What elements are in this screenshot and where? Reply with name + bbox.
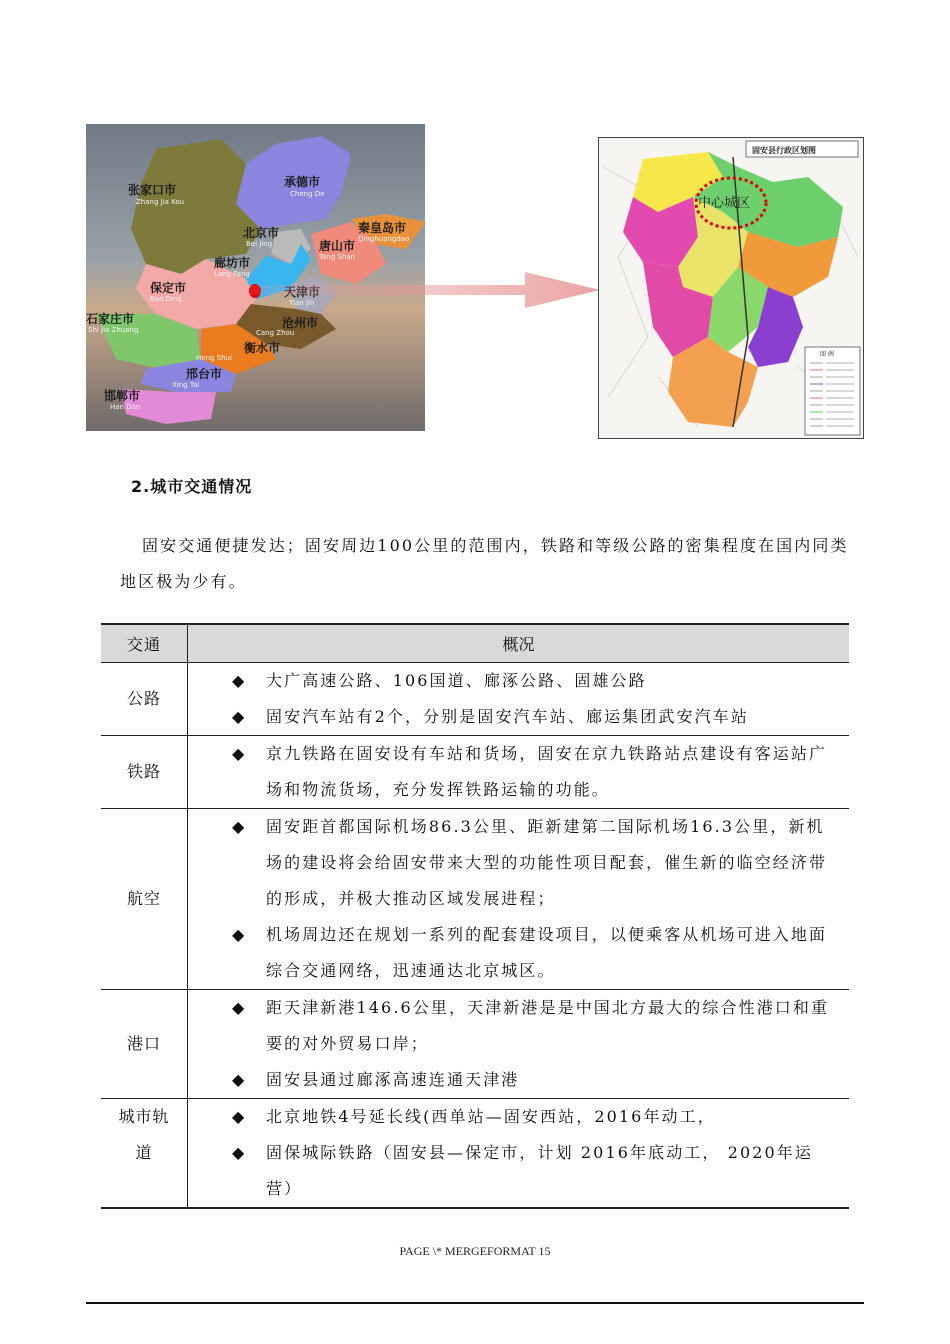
connector-arrow [250,270,610,310]
bullet-diamond-icon: ◆ [232,707,245,726]
row-content [188,663,850,736]
city-pinyin-langfang: Lang Fang [214,270,250,278]
header-overview: 概况 [188,624,850,663]
list-item [188,663,837,699]
city-label-beijing: 北京市 [243,226,280,240]
table-row [101,663,849,736]
table-row [101,809,849,990]
section-heading: 2.城市交通情况 [131,477,253,496]
city-label-hengshui: 衡水市 [244,341,281,355]
item-text: 固安距首都国际机场86.3公里、距新建第二国际机场16.3公里，新机场的建设将会给固安带来大型的功能性项目配套，催生新的临空经济带的形成，并极大推动区域发展进程； [266,817,828,908]
table-row [101,1099,849,1209]
city-label-qinhuangdao: 秦皇岛市 [358,221,407,235]
row-category-urban-rail: 城市轨道 [101,1099,188,1209]
bullet-diamond-icon: ◆ [232,671,245,690]
table-row [101,990,849,1099]
city-pinyin-tianjin: Tian Jin [289,299,315,307]
bullet-diamond-icon: ◆ [232,925,245,944]
list-item [188,809,837,917]
city-pinyin-cangzhou: Cang Zhou [256,329,295,337]
row-category-aviation: 航空 [101,809,188,990]
list-item [188,990,837,1062]
list-item [188,917,837,989]
item-text: 北京地铁4号延长线(西单站—固安西站，2016年动工， [266,1107,716,1126]
city-label-langfang: 廊坊市 [214,256,251,270]
row-content [188,809,850,990]
item-text: 距天津新港146.6公里，天津新港是是中国北方最大的综合性港口和重要的对外贸易口岸； [266,998,830,1053]
table-header-row [101,624,849,663]
intro-paragraph: 固安交通便捷发达；固安周边100公里的范围内，铁路和等级公路的密集程度在国内同类地区极为少有。 [120,536,849,591]
city-pinyin-shijiazhuang: Shi Jia Zhuang [88,326,139,334]
footer-rule [86,1302,864,1304]
city-pinyin-qinhuangdao: Qinghuangdao [358,235,410,243]
bullet-diamond-icon: ◆ [232,817,245,836]
page-footer: PAGE \* MERGEFORMAT 15 [399,1244,551,1258]
item-text: 京九铁路在固安设有车站和货场，固安在京九铁路站点建设有客运站广场和物流货场，充分发挥铁路运输的功能。 [266,744,828,799]
city-pinyin-hengshui: Heng Shui [196,354,232,362]
city-label-chengde: 承德市 [284,175,321,189]
center-district-label: 中心城区 [698,196,751,211]
city-pinyin-tangshan: Tang Shan [319,253,356,261]
row-content [188,990,850,1099]
city-pinyin-baoding: Bao Ding [150,295,182,303]
city-label-zhangjiakou: 张家口市 [128,183,177,197]
item-text: 大广高速公路、106国道、廊涿公路、固雄公路 [266,671,647,690]
item-text: 机场周边还在规划一系列的配套建设项目，以便乘客从机场可进入地面综合交通网络，迅速通达北京城区。 [266,925,828,980]
city-label-tangshan: 唐山市 [319,239,356,253]
row-category-railway: 铁路 [101,736,188,809]
city-label-cangzhou: 沧州市 [282,316,319,330]
guan-county-map [598,137,864,439]
row-content [188,1099,850,1209]
city-label-xingtai: 邢台市 [186,367,223,381]
city-pinyin-beijing: Bei Jing [246,240,273,248]
bullet-diamond-icon: ◆ [232,998,245,1017]
list-item [188,1135,837,1207]
row-category-port: 港口 [101,990,188,1099]
table-row [101,736,849,809]
city-label-handan: 邯郸市 [104,389,141,403]
bullet-diamond-icon: ◆ [232,1107,245,1126]
list-item [188,699,837,735]
city-pinyin-zhangjiakou: Zhang Jia Kou [136,198,185,206]
list-item [188,1099,837,1135]
row-category-road: 公路 [101,663,188,736]
city-pinyin-xingtai: Xing Tai [172,381,200,389]
city-label-shijiazhuang: 石家庄市 [86,312,135,326]
bullet-diamond-icon: ◆ [232,744,245,763]
transport-table [101,623,849,1209]
city-label-baoding: 保定市 [150,281,187,295]
item-text: 固保城际铁路（固安县—保定市，计划 2016年底动工， 2020年运营） [266,1143,814,1198]
header-transport: 交通 [101,624,188,663]
guan-map-title: 固安县行政区划图 [752,146,816,155]
bullet-diamond-icon: ◆ [232,1070,245,1089]
item-text: 固安汽车站有2个，分别是固安汽车站、廊运集团武安汽车站 [266,707,749,726]
city-pinyin-chengde: Cheng De [290,190,325,198]
bullet-diamond-icon: ◆ [232,1143,245,1162]
legend-title: 图 例 [820,351,834,358]
row-content [188,736,850,809]
list-item [188,1062,837,1098]
city-pinyin-handan: Han Dan [110,403,141,411]
list-item [188,736,837,808]
item-text: 固安县通过廊涿高速连通天津港 [266,1070,520,1089]
